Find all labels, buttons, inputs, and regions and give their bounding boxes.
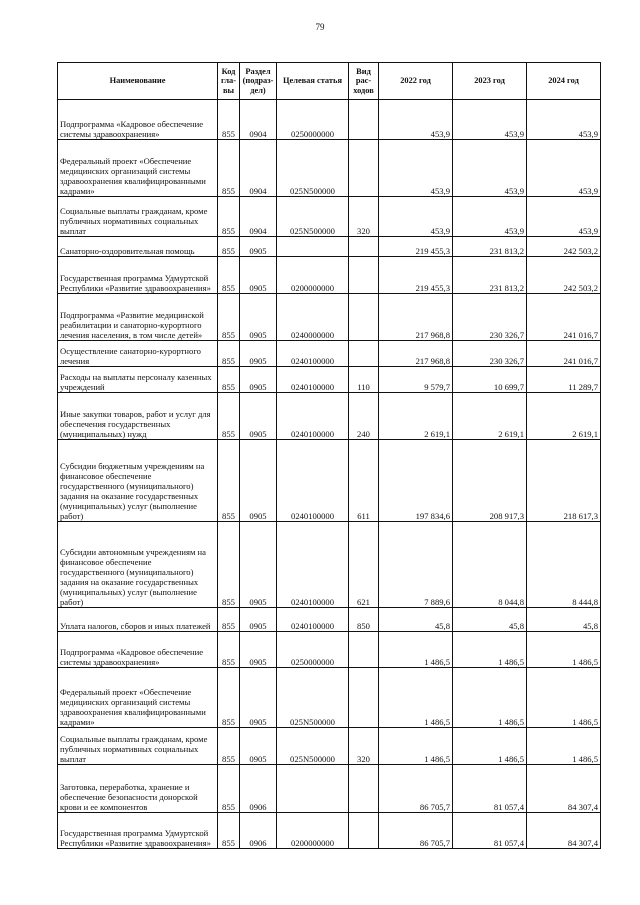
row-section: 0906 [240,765,277,813]
row-chapter-code: 855 [218,367,240,393]
row-value-2023: 453,9 [453,140,527,197]
table-row [58,608,601,632]
row-chapter-code: 855 [218,294,240,341]
row-expense-type [349,237,379,257]
header-expense-type: Вид рас-ходов [349,63,379,100]
row-name: Иные закупки товаров, работ и услуг для обеспечения государственных (муниципальных) нужд [58,393,218,440]
row-value-2023: 81 057,4 [453,813,527,849]
row-expense-type [349,341,379,367]
table-row [58,728,601,765]
row-name: Подпрограмма «Кадровое обеспечение системы здравоохранения» [58,632,218,668]
row-chapter-code: 855 [218,393,240,440]
row-value-2024: 242 503,2 [527,257,601,294]
row-section: 0905 [240,632,277,668]
row-chapter-code: 855 [218,608,240,632]
row-value-2024: 453,9 [527,197,601,237]
header-chapter-code: Код гла-вы [218,63,240,100]
table-row [58,632,601,668]
table-row [58,237,601,257]
row-chapter-code: 855 [218,813,240,849]
header-name: Наименование [58,63,218,100]
row-expense-type: 621 [349,522,379,608]
table-row [58,440,601,522]
row-expense-type [349,765,379,813]
row-name: Субсидии бюджетным учреждениям на финансовое обеспечение государственного (муниципального) задания на оказание государственных (муниципальных) услуг (выполнение работ) [58,440,218,522]
row-expense-type: 850 [349,608,379,632]
row-value-2022: 197 834,6 [379,440,453,522]
row-value-2024: 84 307,4 [527,813,601,849]
row-name: Федеральный проект «Обеспечение медицинских организаций системы здравоохранения квалифицированными кадрами» [58,140,218,197]
row-target-article: 025N500000 [277,197,349,237]
row-section: 0905 [240,237,277,257]
row-name: Расходы на выплаты персоналу казенных учреждений [58,367,218,393]
row-value-2023: 231 813,2 [453,257,527,294]
row-section: 0905 [240,728,277,765]
row-value-2024: 241 016,7 [527,294,601,341]
row-expense-type [349,632,379,668]
row-value-2023: 10 699,7 [453,367,527,393]
row-section: 0905 [240,294,277,341]
row-value-2024: 1 486,5 [527,632,601,668]
row-target-article: 0240100000 [277,608,349,632]
row-value-2023: 230 326,7 [453,341,527,367]
table-row [58,367,601,393]
row-value-2022: 7 889,6 [379,522,453,608]
row-value-2022: 217 968,8 [379,294,453,341]
page-number: 79 [315,22,325,32]
row-chapter-code: 855 [218,632,240,668]
row-name: Уплата налогов, сборов и иных платежей [58,608,218,632]
row-section: 0904 [240,100,277,140]
row-value-2023: 1 486,5 [453,632,527,668]
row-name: Субсидии автономным учреждениям на финансовое обеспечение государственного (муниципального) задания на оказание государственных (муниципальных) услуг (выполнение работ) [58,522,218,608]
row-chapter-code: 855 [218,440,240,522]
row-value-2022: 1 486,5 [379,668,453,728]
row-value-2022: 453,9 [379,140,453,197]
row-chapter-code: 855 [218,341,240,367]
row-target-article: 0240100000 [277,341,349,367]
row-name: Социальные выплаты гражданам, кроме публичных нормативных социальных выплат [58,197,218,237]
table-row [58,765,601,813]
table-body [58,100,601,849]
row-chapter-code: 855 [218,522,240,608]
row-value-2024: 453,9 [527,140,601,197]
row-name: Социальные выплаты гражданам, кроме публичных нормативных социальных выплат [58,728,218,765]
row-value-2022: 9 579,7 [379,367,453,393]
row-value-2023: 45,8 [453,608,527,632]
row-value-2022: 45,8 [379,608,453,632]
row-section: 0905 [240,522,277,608]
row-value-2022: 219 455,3 [379,257,453,294]
row-chapter-code: 855 [218,140,240,197]
row-value-2024: 45,8 [527,608,601,632]
row-target-article: 025N500000 [277,140,349,197]
row-target-article: 0240100000 [277,522,349,608]
table-row [58,197,601,237]
row-expense-type [349,668,379,728]
budget-table [57,62,601,849]
row-value-2023: 453,9 [453,197,527,237]
row-section: 0905 [240,341,277,367]
row-value-2022: 1 486,5 [379,728,453,765]
row-value-2024: 453,9 [527,100,601,140]
row-value-2024: 218 617,3 [527,440,601,522]
row-name: Федеральный проект «Обеспечение медицинских организаций системы здравоохранения квалифицированными кадрами» [58,668,218,728]
row-value-2024: 242 503,2 [527,237,601,257]
table-row [58,813,601,849]
row-name: Осуществление санаторно-курортного лечения [58,341,218,367]
row-value-2024: 2 619,1 [527,393,601,440]
row-target-article: 025N500000 [277,668,349,728]
row-value-2022: 86 705,7 [379,813,453,849]
row-expense-type: 240 [349,393,379,440]
row-target-article: 0250000000 [277,100,349,140]
row-name: Подпрограмма «Кадровое обеспечение системы здравоохранения» [58,100,218,140]
row-name: Подпрограмма «Развитие медицинской реабилитации и санаторно-курортного лечения населения, в том числе детей» [58,294,218,341]
row-expense-type: 320 [349,197,379,237]
row-section: 0904 [240,197,277,237]
row-target-article: 0250000000 [277,632,349,668]
row-expense-type [349,294,379,341]
row-section: 0905 [240,440,277,522]
row-value-2022: 2 619,1 [379,393,453,440]
row-value-2024: 1 486,5 [527,668,601,728]
row-value-2022: 453,9 [379,197,453,237]
row-section: 0905 [240,608,277,632]
row-name: Заготовка, переработка, хранение и обеспечение безопасности донорской крови и ее компонентов [58,765,218,813]
row-value-2024: 241 016,7 [527,341,601,367]
row-section: 0905 [240,668,277,728]
row-chapter-code: 855 [218,728,240,765]
row-chapter-code: 855 [218,668,240,728]
header-2024: 2024 год [527,63,601,100]
row-value-2023: 208 917,3 [453,440,527,522]
row-target-article: 0240100000 [277,367,349,393]
row-value-2024: 1 486,5 [527,728,601,765]
table-row [58,294,601,341]
row-value-2023: 1 486,5 [453,668,527,728]
table-row [58,393,601,440]
table-row [58,140,601,197]
header-2022: 2022 год [379,63,453,100]
row-expense-type: 611 [349,440,379,522]
row-chapter-code: 855 [218,765,240,813]
row-section: 0905 [240,257,277,294]
row-chapter-code: 855 [218,197,240,237]
row-expense-type [349,257,379,294]
header-row [58,63,601,100]
row-target-article [277,237,349,257]
header-section: Раздел (подраз-дел) [240,63,277,100]
row-value-2023: 8 044,8 [453,522,527,608]
row-value-2024: 8 444,8 [527,522,601,608]
row-name: Государственная программа Удмуртской Республики «Развитие здравоохранения» [58,257,218,294]
table-row [58,100,601,140]
header-2023: 2023 год [453,63,527,100]
row-name: Государственная программа Удмуртской Республики «Развитие здравоохранения» [58,813,218,849]
row-target-article: 0200000000 [277,257,349,294]
table-row [58,341,601,367]
row-value-2022: 217 968,8 [379,341,453,367]
row-value-2022: 86 705,7 [379,765,453,813]
header-target-article: Целевая статья [277,63,349,100]
row-section: 0906 [240,813,277,849]
row-value-2024: 84 307,4 [527,765,601,813]
table-row [58,522,601,608]
row-target-article: 0240100000 [277,440,349,522]
row-expense-type [349,100,379,140]
row-value-2022: 219 455,3 [379,237,453,257]
row-target-article: 025N500000 [277,728,349,765]
table-row [58,257,601,294]
row-value-2023: 81 057,4 [453,765,527,813]
row-chapter-code: 855 [218,237,240,257]
row-expense-type [349,813,379,849]
row-value-2022: 1 486,5 [379,632,453,668]
row-value-2024: 11 289,7 [527,367,601,393]
row-target-article: 0240000000 [277,294,349,341]
row-section: 0904 [240,140,277,197]
row-chapter-code: 855 [218,100,240,140]
row-target-article: 0200000000 [277,813,349,849]
row-value-2023: 230 326,7 [453,294,527,341]
row-expense-type [349,140,379,197]
row-value-2022: 453,9 [379,100,453,140]
row-value-2023: 453,9 [453,100,527,140]
row-expense-type: 110 [349,367,379,393]
row-name: Санаторно-оздоровительная помощь [58,237,218,257]
row-value-2023: 2 619,1 [453,393,527,440]
row-value-2023: 231 813,2 [453,237,527,257]
row-expense-type: 320 [349,728,379,765]
row-chapter-code: 855 [218,257,240,294]
row-section: 0905 [240,367,277,393]
row-section: 0905 [240,393,277,440]
row-target-article: 0240100000 [277,393,349,440]
row-value-2023: 1 486,5 [453,728,527,765]
table-row [58,668,601,728]
row-target-article [277,765,349,813]
